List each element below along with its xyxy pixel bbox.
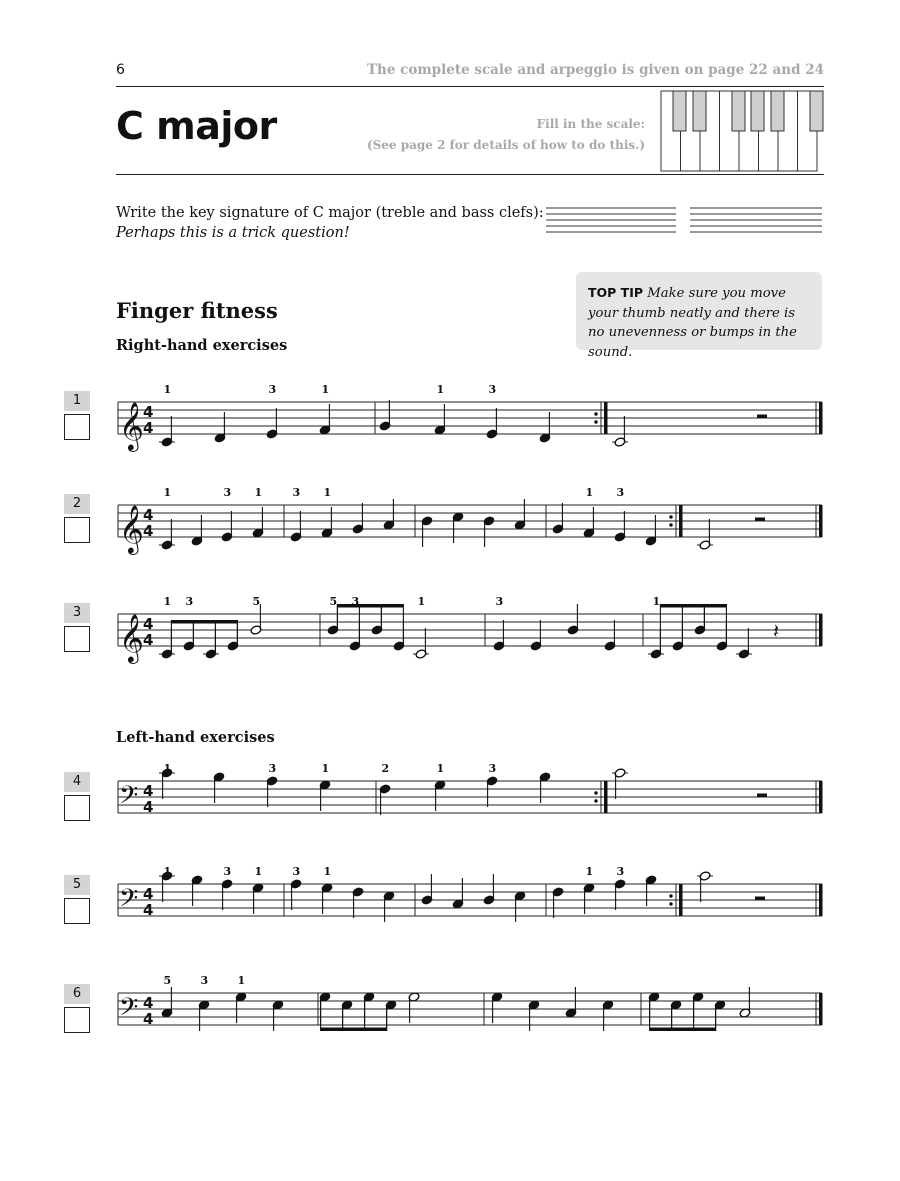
fingering-number: 2 xyxy=(381,762,390,775)
repeat-dot xyxy=(594,791,597,794)
exercise-number-1: 1 xyxy=(64,391,90,411)
time-signature-top: 4 xyxy=(143,885,154,903)
fingering-number: 3 xyxy=(223,486,232,499)
fingering-number: 3 xyxy=(268,383,277,396)
exercise-number-6: 6 xyxy=(64,984,90,1004)
fingering-number: 3 xyxy=(292,486,301,499)
time-signature-bottom: 4 xyxy=(143,522,154,540)
repeat-dot xyxy=(669,902,672,905)
final-thick-line xyxy=(819,402,823,434)
quarter-rest: 𝄽 xyxy=(773,619,780,643)
beam xyxy=(660,604,726,608)
repeat-thick-line xyxy=(679,505,683,537)
fingering-number: 1 xyxy=(652,595,661,608)
fingering-number: 3 xyxy=(616,486,625,499)
staff-2 xyxy=(118,486,823,555)
fingering-number: 3 xyxy=(268,762,277,775)
final-thick-line xyxy=(819,884,823,916)
staff-5 xyxy=(118,865,823,922)
half-rest xyxy=(755,518,765,522)
exercise-number-2: 2 xyxy=(64,494,90,514)
fingering-number: 1 xyxy=(436,762,445,775)
fingering-number: 1 xyxy=(163,762,172,775)
repeat-dot xyxy=(594,799,597,802)
right-hand-heading: Right-hand exercises xyxy=(116,337,288,354)
repeat-thick-line xyxy=(604,781,608,813)
fingering-number: 1 xyxy=(163,383,172,396)
beam xyxy=(321,1028,387,1032)
fill-hint-line1: Fill in the scale: xyxy=(536,117,645,131)
fingering-number: 1 xyxy=(163,595,172,608)
time-signature-bottom: 4 xyxy=(143,419,154,437)
final-thick-line xyxy=(819,614,823,646)
time-signature-top: 4 xyxy=(143,615,154,633)
fingering-number: 3 xyxy=(488,762,497,775)
top-tip-label: TOP TIP xyxy=(588,285,644,300)
repeat-dot xyxy=(669,523,672,526)
time-signature-top: 4 xyxy=(143,403,154,421)
time-signature-bottom: 4 xyxy=(143,798,154,816)
fingering-number: 3 xyxy=(351,595,360,608)
bass-clef-icon: 𝄢 xyxy=(119,884,139,919)
fingering-number: 3 xyxy=(488,383,497,396)
time-signature-bottom: 4 xyxy=(143,901,154,919)
fingering-number: 1 xyxy=(321,383,330,396)
repeat-dot xyxy=(669,894,672,897)
fingering-number: 1 xyxy=(254,865,263,878)
section-title: Finger fitness xyxy=(116,298,278,323)
repeat-thick-line xyxy=(679,884,683,916)
beam xyxy=(337,604,403,608)
staff-3 xyxy=(118,595,823,664)
time-signature-bottom: 4 xyxy=(143,1010,154,1028)
staff-6 xyxy=(118,974,823,1031)
fingering-number: 1 xyxy=(417,595,426,608)
bass-clef-icon: 𝄢 xyxy=(119,781,139,816)
beam xyxy=(171,620,237,624)
fingering-number: 1 xyxy=(254,486,263,499)
fingering-number: 1 xyxy=(323,865,332,878)
repeat-dot xyxy=(594,420,597,423)
treble-clef-icon: 𝄞 xyxy=(119,504,144,553)
time-signature-top: 4 xyxy=(143,994,154,1012)
repeat-thick-line xyxy=(604,402,608,434)
repeat-dot xyxy=(594,412,597,415)
key-signature-instruction: Write the key signature of C major (treble and bass clefs): xyxy=(116,205,544,221)
time-signature-top: 4 xyxy=(143,506,154,524)
page-number: 6 xyxy=(116,62,125,78)
treble-clef-icon: 𝄞 xyxy=(119,401,144,450)
fingering-number: 5 xyxy=(329,595,338,608)
time-signature-bottom: 4 xyxy=(143,631,154,649)
half-rest xyxy=(755,897,765,901)
top-tip-text: Make sure you move your thumb neatly and there is no unevenness or bumps in the sound. xyxy=(588,286,797,360)
fingering-number: 1 xyxy=(321,762,330,775)
final-thick-line xyxy=(819,505,823,537)
fingering-number: 5 xyxy=(252,595,261,608)
final-thick-line xyxy=(819,993,823,1025)
fingering-number: 1 xyxy=(163,865,172,878)
half-rest xyxy=(757,794,767,798)
fingering-number: 3 xyxy=(200,974,209,987)
fingering-number: 1 xyxy=(436,383,445,396)
treble-clef-icon: 𝄞 xyxy=(119,613,144,662)
staff-4 xyxy=(118,762,823,816)
fingering-number: 3 xyxy=(616,865,625,878)
bass-clef-icon: 𝄢 xyxy=(119,993,139,1028)
header-note: The complete scale and arpeggio is given on page 22 and 24 xyxy=(367,62,824,78)
repeat-dot xyxy=(669,515,672,518)
fingering-number: 5 xyxy=(163,974,172,987)
page-title: C major xyxy=(116,104,277,148)
fingering-number: 3 xyxy=(495,595,504,608)
fingering-number: 1 xyxy=(163,486,172,499)
fingering-number: 3 xyxy=(292,865,301,878)
exercise-number-5: 5 xyxy=(64,875,90,895)
fingering-number: 1 xyxy=(237,974,246,987)
beam xyxy=(650,1028,716,1032)
final-thick-line xyxy=(819,781,823,813)
fill-hint-line2: (See page 2 for details of how to do this.) xyxy=(366,138,645,152)
half-rest xyxy=(757,415,767,419)
exercise-number-3: 3 xyxy=(64,603,90,623)
fingering-number: 3 xyxy=(223,865,232,878)
fingering-number: 1 xyxy=(585,486,594,499)
key-signature-note: Perhaps this is a trick question! xyxy=(116,225,350,241)
exercise-number-4: 4 xyxy=(64,772,90,792)
fingering-number: 3 xyxy=(185,595,194,608)
staff-1 xyxy=(118,383,823,452)
left-hand-heading: Left-hand exercises xyxy=(116,729,275,746)
time-signature-top: 4 xyxy=(143,782,154,800)
fingering-number: 1 xyxy=(585,865,594,878)
fingering-number: 1 xyxy=(323,486,332,499)
